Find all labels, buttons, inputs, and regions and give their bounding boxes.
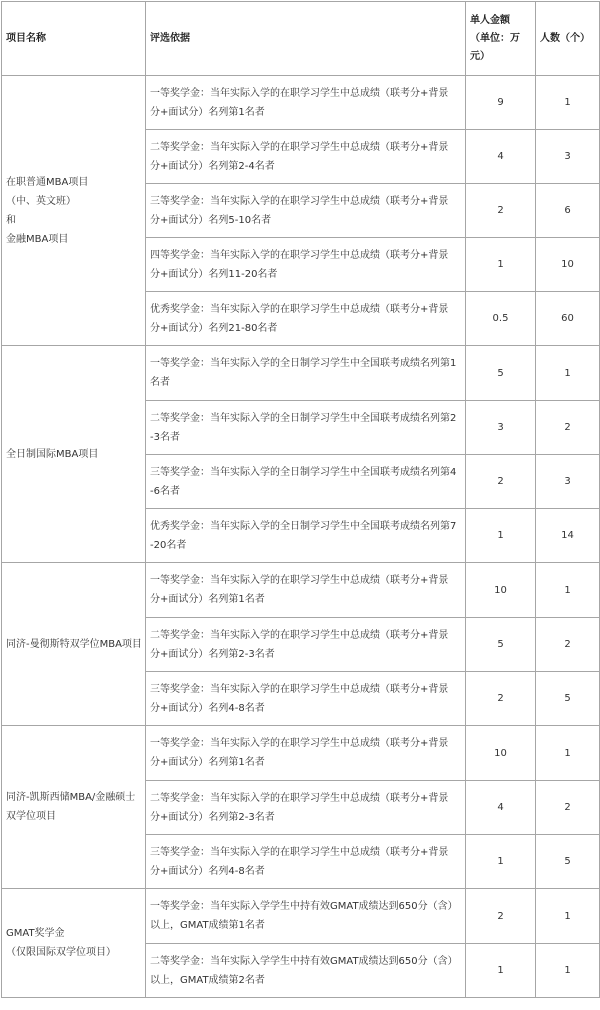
project-name-line: 同济-凯斯西储MBA/金融硕士 <box>6 792 136 803</box>
header-project-name: 项目名称 <box>2 2 146 76</box>
count-cell: 10 <box>536 238 600 292</box>
criteria-cell: 二等奖学金：当年实际入学学生中持有效GMAT成绩达到650分（含）以上，GMAT成绩第2名者 <box>146 944 466 998</box>
project-name-cell <box>2 726 146 889</box>
criteria-cell: 三等奖学金：当年实际入学的在职学习学生中总成绩（联考分+背景分+面试分）名列4-8名者 <box>146 835 466 889</box>
criteria-cell: 优秀奖学金：当年实际入学的全日制学习学生中全国联考成绩名列第7-20名者 <box>146 509 466 563</box>
project-name-line: 全日制国际MBA项目 <box>6 448 99 460</box>
count-cell: 3 <box>536 455 600 509</box>
criteria-cell: 一等奖学金：当年实际入学的在职学习学生中总成绩（联考分+背景分+面试分）名列第1名者 <box>146 726 466 781</box>
project-name-line: 双学位项目 <box>6 811 56 822</box>
amount-cell: 0.5 <box>466 292 536 346</box>
count-cell: 2 <box>536 401 600 455</box>
project-name-line: 同济-曼彻斯特双学位MBA项目 <box>6 638 142 650</box>
header-amount-line: 元） <box>470 50 490 62</box>
criteria-cell: 一等奖学金：当年实际入学的全日制学习学生中全国联考成绩名列第1名者 <box>146 346 466 401</box>
project-name-cell <box>2 889 146 998</box>
project-name-line: （中、英文班） <box>6 195 76 207</box>
criteria-cell: 四等奖学金：当年实际入学的在职学习学生中总成绩（联考分+背景分+面试分）名列11-20名者 <box>146 238 466 292</box>
header-amount <box>466 2 536 76</box>
criteria-cell: 三等奖学金：当年实际入学的全日制学习学生中全国联考成绩名列第4-6名者 <box>146 455 466 509</box>
table-row <box>2 563 600 618</box>
header-amount-line: 单人金额 <box>470 14 510 26</box>
count-cell: 1 <box>536 76 600 130</box>
header-criteria: 评选依据 <box>146 2 466 76</box>
project-name-line: GMAT奖学金 <box>6 928 65 939</box>
table-body <box>2 76 600 998</box>
amount-cell: 4 <box>466 781 536 835</box>
project-name-line: 在职普通MBA项目 <box>6 176 89 188</box>
amount-cell: 2 <box>466 455 536 509</box>
amount-cell: 1 <box>466 238 536 292</box>
count-cell: 1 <box>536 726 600 781</box>
table-row <box>2 726 600 781</box>
project-name-line: 金融MBA项目 <box>6 233 69 245</box>
count-cell: 1 <box>536 346 600 401</box>
count-cell: 1 <box>536 944 600 998</box>
criteria-cell: 二等奖学金：当年实际入学的在职学习学生中总成绩（联考分+背景分+面试分）名列第2-4名者 <box>146 130 466 184</box>
project-name-line: （仅限国际双学位项目） <box>6 947 116 958</box>
count-cell: 2 <box>536 781 600 835</box>
table-row <box>2 346 600 401</box>
count-cell: 14 <box>536 509 600 563</box>
amount-cell: 5 <box>466 346 536 401</box>
count-cell: 1 <box>536 889 600 944</box>
amount-cell: 2 <box>466 672 536 726</box>
project-name-line: 和 <box>6 214 16 226</box>
header-amount-line: （单位：万 <box>470 32 520 44</box>
scholarship-table <box>1 1 600 998</box>
criteria-cell: 三等奖学金：当年实际入学的在职学习学生中总成绩（联考分+背景分+面试分）名列5-10名者 <box>146 184 466 238</box>
table-row <box>2 76 600 130</box>
amount-cell: 10 <box>466 726 536 781</box>
count-cell: 5 <box>536 672 600 726</box>
table-row <box>2 889 600 944</box>
amount-cell: 4 <box>466 130 536 184</box>
amount-cell: 3 <box>466 401 536 455</box>
criteria-cell: 优秀奖学金：当年实际入学的在职学习学生中总成绩（联考分+背景分+面试分）名列21-80名者 <box>146 292 466 346</box>
amount-cell: 10 <box>466 563 536 618</box>
count-cell: 6 <box>536 184 600 238</box>
amount-cell: 1 <box>466 509 536 563</box>
amount-cell: 5 <box>466 618 536 672</box>
criteria-cell: 二等奖学金：当年实际入学的在职学习学生中总成绩（联考分+背景分+面试分）名列第2-3名者 <box>146 618 466 672</box>
criteria-cell: 一等奖学金：当年实际入学的在职学习学生中总成绩（联考分+背景分+面试分）名列第1名者 <box>146 563 466 618</box>
amount-cell: 9 <box>466 76 536 130</box>
amount-cell: 1 <box>466 944 536 998</box>
amount-cell: 2 <box>466 889 536 944</box>
count-cell: 2 <box>536 618 600 672</box>
count-cell: 3 <box>536 130 600 184</box>
count-cell: 1 <box>536 563 600 618</box>
count-cell: 60 <box>536 292 600 346</box>
amount-cell: 2 <box>466 184 536 238</box>
project-name-cell <box>2 563 146 726</box>
header-row <box>2 2 600 76</box>
criteria-cell: 一等奖学金：当年实际入学的在职学习学生中总成绩（联考分+背景分+面试分）名列第1名者 <box>146 76 466 130</box>
criteria-cell: 一等奖学金：当年实际入学学生中持有效GMAT成绩达到650分（含）以上，GMAT成绩第1名者 <box>146 889 466 944</box>
criteria-cell: 三等奖学金：当年实际入学的在职学习学生中总成绩（联考分+背景分+面试分）名列4-8名者 <box>146 672 466 726</box>
project-name-cell <box>2 76 146 346</box>
criteria-cell: 二等奖学金：当年实际入学的在职学习学生中总成绩（联考分+背景分+面试分）名列第2-3名者 <box>146 781 466 835</box>
count-cell: 5 <box>536 835 600 889</box>
project-name-cell <box>2 346 146 563</box>
amount-cell: 1 <box>466 835 536 889</box>
criteria-cell: 二等奖学金：当年实际入学的全日制学习学生中全国联考成绩名列第2-3名者 <box>146 401 466 455</box>
header-count: 人数（个） <box>536 2 600 76</box>
